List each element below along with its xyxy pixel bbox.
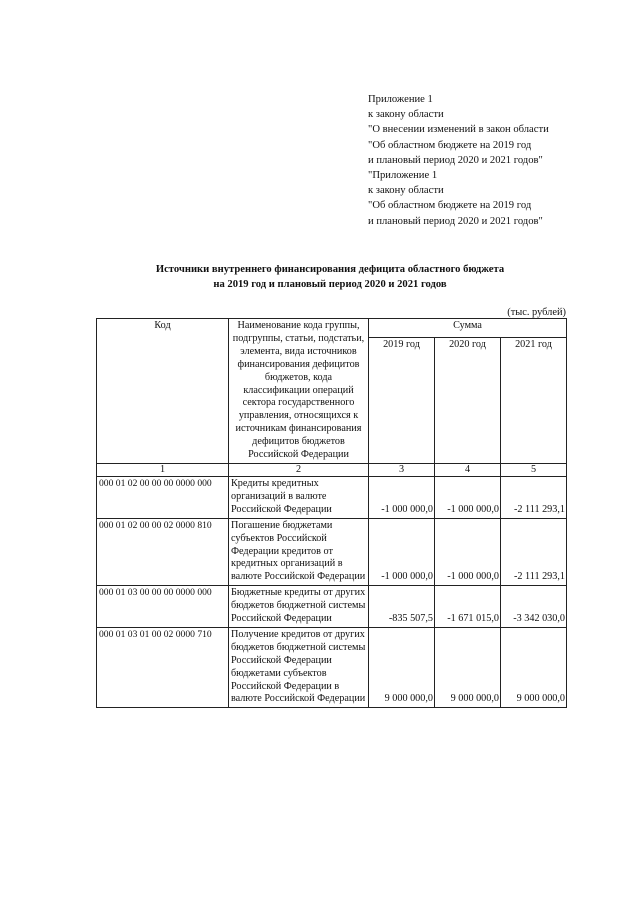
header-code: Код <box>97 319 229 464</box>
row-name: Кредиты кредитных организаций в валюте Российской Федерации <box>229 476 369 518</box>
header-row <box>97 319 567 338</box>
row-value-2019: 9 000 000,0 <box>369 627 435 707</box>
appendix-line: и плановый период 2020 и 2021 годов" <box>368 154 543 166</box>
row-name: Погашение бюджетами субъектов Российской Федерации кредитов от кредитных организаций в валюте Российской Федерации <box>229 518 369 586</box>
row-value-2019: -835 507,5 <box>369 586 435 628</box>
table-row <box>97 627 567 707</box>
row-value-2020: 9 000 000,0 <box>435 627 501 707</box>
appendix-line: к закону области <box>368 109 444 121</box>
appendix-line: "О внесении изменений в закон области <box>368 124 549 136</box>
row-name: Бюджетные кредиты от других бюджетов бюджетной системы Российской Федерации <box>229 586 369 628</box>
row-value-2019: -1 000 000,0 <box>369 476 435 518</box>
row-code: 000 01 03 01 00 02 0000 710 <box>97 627 229 707</box>
row-value-2020: -1 000 000,0 <box>435 518 501 586</box>
row-value-2021: -2 111 293,1 <box>501 518 567 586</box>
row-value-2021: 9 000 000,0 <box>501 627 567 707</box>
index-row <box>97 463 567 476</box>
row-value-2021: -2 111 293,1 <box>501 476 567 518</box>
appendix-block <box>368 92 630 229</box>
sources-table <box>96 318 567 708</box>
header-name: Наименование кода группы, подгруппы, статьи, подстатьи, элемента, вида источников финансирования дефицитов бюджетов, кода классификации операций сектора государственного управления, относящихся к источникам финансирования дефицитов бюджетов Российской Федерации <box>229 319 369 464</box>
header-2021: 2021 год <box>501 337 567 463</box>
appendix-line: "Об областном бюджете на 2019 год <box>368 139 532 151</box>
table-row <box>97 586 567 628</box>
row-code: 000 01 02 00 00 00 0000 000 <box>97 476 229 518</box>
document-title <box>60 262 600 292</box>
table-row <box>97 476 567 518</box>
appendix-line: "Об областном бюджете на 2019 год <box>368 200 532 212</box>
row-name: Получение кредитов от других бюджетов бюджетной системы Российской Федерации бюджетами субъектов Российской Федерации в валюте Российской Федерации <box>229 627 369 707</box>
row-value-2019: -1 000 000,0 <box>369 518 435 586</box>
appendix-line: и плановый период 2020 и 2021 годов" <box>368 215 543 227</box>
appendix-line: к закону области <box>368 185 444 197</box>
row-value-2020: -1 671 015,0 <box>435 586 501 628</box>
index-cell: 5 <box>501 463 567 476</box>
title-line-1: Источники внутреннего финансирования дефицита областного бюджета <box>155 264 505 275</box>
header-2019: 2019 год <box>369 337 435 463</box>
index-cell: 4 <box>435 463 501 476</box>
table-row <box>97 518 567 586</box>
row-value-2021: -3 342 030,0 <box>501 586 567 628</box>
header-2020: 2020 год <box>435 337 501 463</box>
unit-label: (тыс. рублей) <box>507 307 566 318</box>
appendix-line: "Приложение 1 <box>368 170 438 182</box>
index-cell: 2 <box>229 463 369 476</box>
title-line-2: на 2019 год и плановый период 2020 и 2021 годов <box>213 279 447 290</box>
index-cell: 1 <box>97 463 229 476</box>
header-sum: Сумма <box>369 319 567 338</box>
row-code: 000 01 02 00 00 02 0000 810 <box>97 518 229 586</box>
index-cell: 3 <box>369 463 435 476</box>
appendix-line: Приложение 1 <box>368 94 433 105</box>
row-code: 000 01 03 00 00 00 0000 000 <box>97 586 229 628</box>
row-value-2020: -1 000 000,0 <box>435 476 501 518</box>
